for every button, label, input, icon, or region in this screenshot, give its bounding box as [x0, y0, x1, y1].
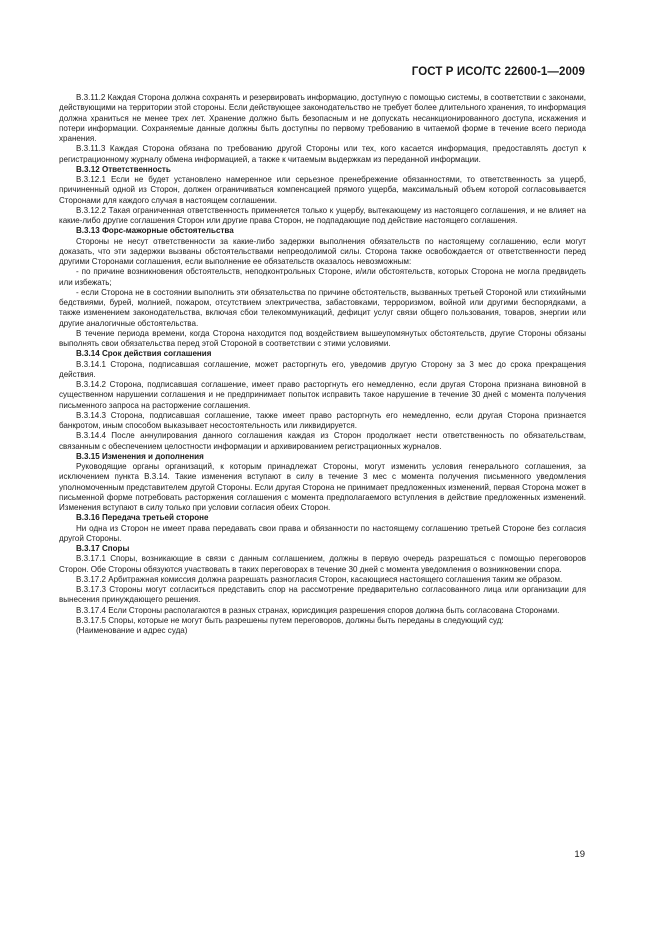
paragraph: B.3.17.1 Споры, возникающие в связи с данным соглашением, должны в первую очередь разрешаться с помощью переговоров Сторон. Обе Стороны обязуются участвовать в таких переговорах в течение 30 дней с момента уведомления о возникновении спора. — [59, 554, 586, 574]
paragraph: B.3.17.3 Стороны могут согласиться представить спор на рассмотрение предварительно согласованного лица или организации для вынесения принуждающего решения. — [59, 585, 586, 605]
paragraph: B.3.14.4 После аннулирования данного соглашения каждая из Сторон продолжает нести ответственность по обязательствам, связанным с обеспечением целостности информации и архивированием регистрационных журналов. — [59, 431, 586, 451]
section-heading: B.3.15 Изменения и дополнения — [76, 451, 204, 461]
section-heading: B.3.17 Споры — [76, 544, 130, 553]
paragraph: B.3.17.2 Арбитражная комиссия должна разрешать разногласия Сторон, касающиеся настоящего соглашения таким же образом. — [76, 574, 563, 584]
paragraph: B.3.17.5 Споры, которые не могут быть разрешены путем переговоров, должны быть переданы в следующий суд: — [76, 615, 504, 625]
paragraph: В течение периода времени, когда Сторона находится под воздействием вышеупомянутых обстоятельств, другие Стороны обязаны выполнять свои обязательства перед этой Стороной в соответствии с этими условиями. — [59, 328, 586, 348]
paragraph: Стороны не несут ответственности за какие-либо задержки выполнения обязательств по настоящему соглашению, если могут доказать, что эти задержки вызваны обстоятельствами непреодолимой силы. Сторона также освобождается от ответственности перед другими Сторонами соглашения, если выполнение ее обязательств оказалось невозможным: — [59, 236, 586, 266]
paragraph: B.3.14.3 Сторона, подписавшая соглашение, также имеет право расторгнуть его немедленно, если другая Сторона признается банкротом, иным способом выказывает несостоятельность или ликвидируется. — [59, 410, 586, 430]
section-heading: B.3.16 Передача третьей стороне — [76, 513, 209, 523]
paragraph: B.3.14.1 Сторона, подписавшая соглашение, может расторгнуть его, уведомив другую Сторону за 3 мес до срока прекращения действия. — [59, 359, 586, 379]
paragraph: B.3.12.1 Если не будет установлено намеренное или серьезное пренебрежение обязанностями, то ответственность за ущерб, причиненный одной из Сторон, должен ограничиваться компенсацией прямого ущерба, максимальный объем которой согласовывается Сторонами для каждого случая в настоящем соглашении. — [59, 175, 586, 205]
paragraph: Руководящие органы организаций, к которым принадлежат Стороны, могут изменить условия генерального соглашения, за исключением пункта B.3.14. Такие изменения вступают в силу в течение 3 мес с момента получения письменного уведомления уполномоченным представителем другой Стороны. Если другая Сторона не принимает предложенных изменений, первая Сторона может в письменной форме потребовать расторжения соглашения с момента предполагаемого вступления в действие предложенных изменений. Изменения вступают в силу только при условии согласия обеих Сторон. — [59, 462, 586, 512]
section-heading: B.3.13 Форс-мажорные обстоятельства — [76, 226, 234, 236]
document-body — [59, 93, 586, 636]
section-heading: B.3.12 Ответственность — [76, 164, 171, 174]
section-heading: B.3.14 Срок действия соглашения — [76, 349, 212, 359]
paragraph: Ни одна из Сторон не имеет права передавать свои права и обязанности по настоящему соглашению третьей Стороне без согласия другой Стороны. — [59, 523, 586, 543]
document-header: ГОСТ Р ИСО/ТС 22600-1—2009 — [411, 66, 585, 78]
list-item: - по причине возникновения обстоятельств, неподконтрольных Стороне, и/или обстоятельств, которых Сторона не могла предвидеть или избежать; — [59, 267, 586, 287]
paragraph: B.3.12.2 Такая ограниченная ответственность применяется только к ущербу, вытекающему из настоящего соглашения, и не влияет на какие-либо другие соглашения Сторон или другие права Сторон, не подпадающие под действие настоящего соглашения. — [59, 205, 586, 225]
paragraph: B.3.14.2 Сторона, подписавшая соглашение, имеет право расторгнуть его немедленно, если другая Сторона признана виновной в существенном нарушении соглашения и не предпринимает попыток исправить такое нарушение в течение 30 дней с момента получения письменного запроса на расторжение соглашения. — [59, 380, 586, 410]
paragraph: (Наименование и адрес суда) — [76, 626, 188, 635]
paragraph: B.3.11.2 Каждая Сторона должна сохранять и резервировать информацию, доступную с помощью системы, в соответствии с законами, действующими на территории этой стороны. Если действующее законодательство не требует более длительного хранения, то информация должна храниться не менее трех лет. Хранение должно быть безопасным и не допускать несанкционированного доступа, искажения и потери информации. Сохраняемые данные должны быть доступны по первому требованию в читаемой форме в течение всего периода хранения. — [59, 93, 586, 143]
paragraph: B.3.11.3 Каждая Сторона обязана по требованию другой Стороны или тех, кого касается информация, предоставлять доступ к регистрационному журналу обмена информацией, а также к читаемым выдержкам из переданной информации. — [59, 144, 586, 164]
page-number: 19 — [574, 849, 585, 860]
list-item: - если Сторона не в состоянии выполнить эти обязательства по причине обстоятельств, вызванных третьей Стороной или стихийными бедствиями, бурей, молнией, пожаром, отсутствием электричества, забастовками, терроризмом, войной или другими беспорядками, а также изменением законодательства, включая сбои телекоммуникаций, дефицит услуг связи общего пользования, товаров, энергии или другие аналогичные обстоятельства. — [59, 287, 586, 328]
paragraph: B.3.17.4 Если Стороны располагаются в разных странах, юрисдикция разрешения споров должна быть согласована Сторонами. — [76, 605, 560, 615]
